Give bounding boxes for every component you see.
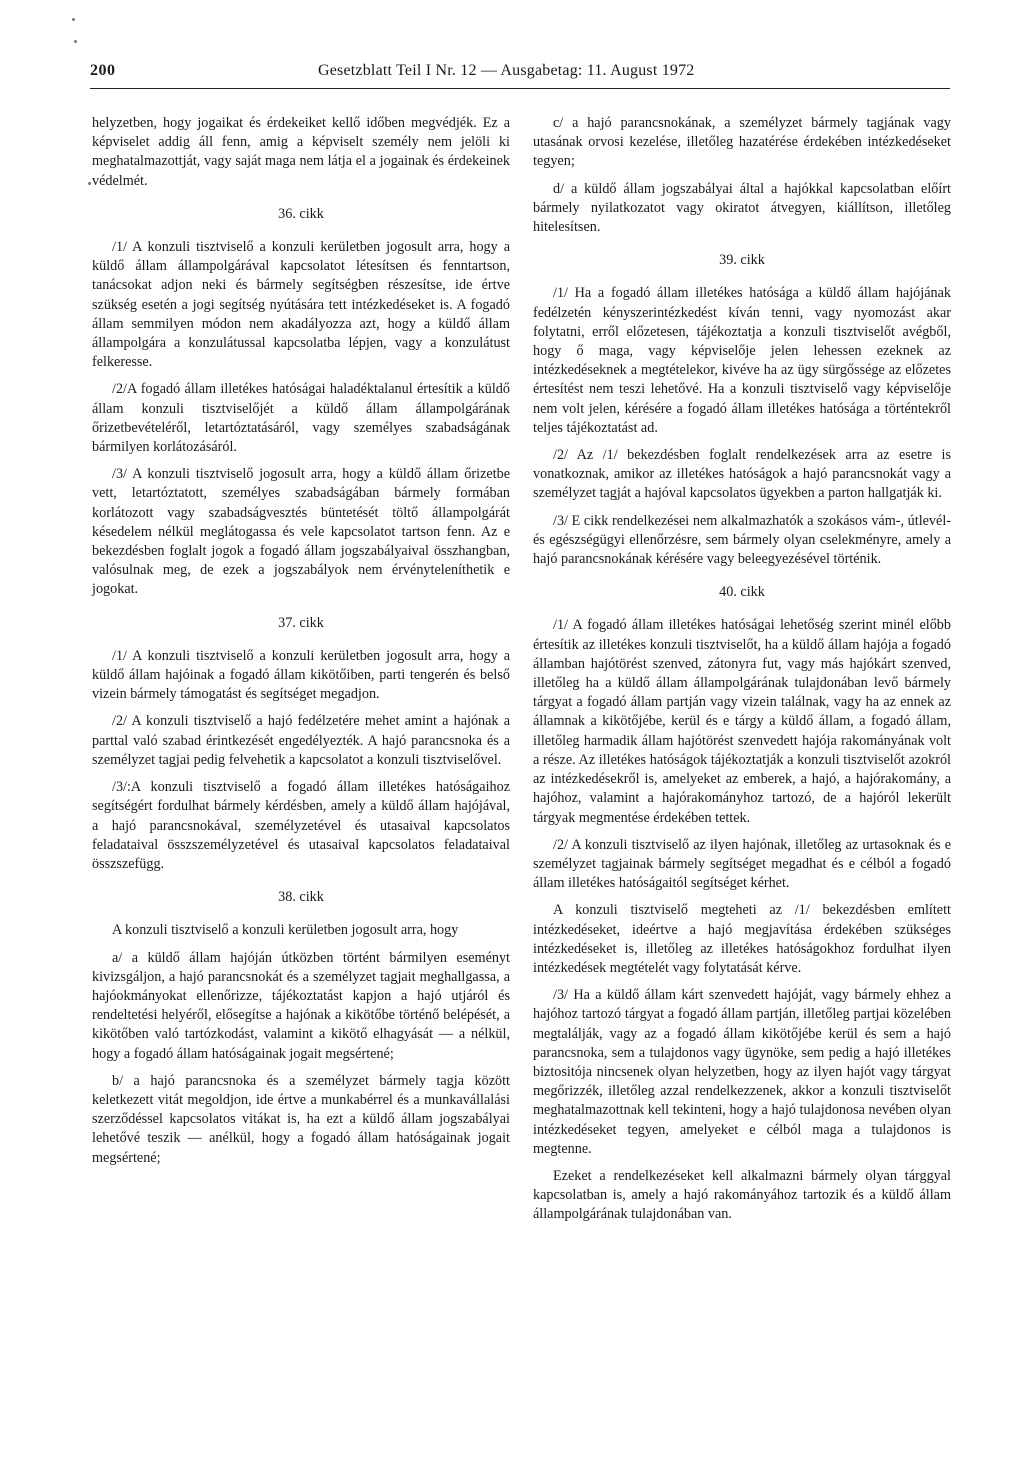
paragraph: d/ a küldő állam jogszabályai által a hajókkal kapcsolatban előírt bármely nyilatkozatot vagy okiratot átvegyen, kiállítson, illetőleg hitelesítsen. bbox=[533, 180, 951, 236]
article-heading: 36. cikk bbox=[278, 205, 324, 222]
paragraph: /1/ Ha a fogadó állam illetékes hatósága a küldő állam hajójának fedélzetén kényszerintézkedést kíván tenni, vagy nyomozást akar folytatni, erről előzetesen, tájékoztatja a konzuli tisztviselőt avégből, hogy ő maga, vagy képviselője jelen lehessen ezeknek az intézkedéseknek a megtételekor, kivéve ha az ügy sürgőssége az előzetes értesítést nem teszi lehetővé. Ha a konzuli tisztviselő vagy képviselője nem volt jelen, kérésére a fogadó állam illetékes hatósága a történtekről teljes tájékoztatást ad. bbox=[533, 285, 951, 436]
paragraph: /3/ E cikk rendelkezései nem alkalmazhatók a szokásos vám-, útlevél- és egészségügyi ellenőrzésre, sem bármely olyan cselekményre, amely a hajó parancsnokának kérésére vagy beleegyezésével történik. bbox=[533, 512, 951, 568]
paragraph: helyzetben, hogy jogaikat és érdekeiket kellő időben megvédjék. Ez a képviselet addig áll fenn, amig a képviselt személy nem jelöli ki meghatalmazottját, vagy saját maga nem látja el a jogainak és érdekeinek védelmét. bbox=[92, 115, 510, 189]
paragraph: a/ a küldő állam hajóján útközben történt bármilyen eseményt kivizsgáljon, a hajó parancsnokát és a személyzet tagjait meghallgassa, a hajóokmányokat ellenőrizze, tájékoztatást kapjon a hajó utjáról és rendeltetési helyéről, elősegítse a hajónak a kikötőbe történő belépését, a kikötőben való tartózkodást, valamint a kikötő elhagyását — a nélkül, hogy a fogadó állam hatóságainak jogait megsértené; bbox=[92, 949, 510, 1062]
paragraph: /2/A fogadó állam illetékes hatóságai haladéktalanul értesítik a küldő állam konzuli tisztviselőjét a küldő állam állampolgárának őrizetbevételéről, letartóztatásáról, vagy személyes szabadságának bármilyen korlátozásáról. bbox=[92, 381, 510, 456]
paragraph: /1/ A konzuli tisztviselő a konzuli kerületben jogosult arra, hogy a küldő állam állampolgárával kapcsolatot létesítsen és fenntartson, tanácsokat adjon neki és bármely segítségben részesítse, ide értve szükség esetén a jogi segítség nyútására tett intézkedéseket is. A fogadó állam semmilyen módon nem akadályozza azt, hogy a küldő állam állampolgára a konzulátussal kapcsolatba lépjen, vagy a konzulátust felkeresse. bbox=[92, 239, 510, 371]
left-column bbox=[92, 114, 510, 1176]
paragraph: A konzuli tisztviselő a konzuli kerületben jogosult arra, hogy bbox=[112, 922, 459, 939]
paragraph: A konzuli tisztviselő megteheti az /1/ bekezdésben említett intézkedéseket, ideértve a hajó megjavítása érdekében szükséges intézkedéseket is, illetőleg az illetékes hatóságokhoz fordulhat ilyen intézkedések megtételét vagy folytatását kérve. bbox=[533, 902, 951, 976]
article-heading: 40. cikk bbox=[719, 584, 765, 601]
paragraph: /2/ Az /1/ bekezdésben foglalt rendelkezések arra az esetre is vonatkoznak, amikor az illetékes hatóságok a hajó parancsnokát vagy a személyzet tagját a hajóval kapcsolatos ügyekben a parton hallgatják ki. bbox=[533, 447, 951, 502]
article-heading: 39. cikk bbox=[719, 252, 765, 269]
paragraph: c/ a hajó parancsnokának, a személyzet bármely tagjának vagy utasának orvosi kezelése, illetőleg hazatérése érdekében intézkedéseket tegyen; bbox=[533, 115, 951, 170]
page-number: 200 bbox=[90, 62, 116, 79]
paragraph: Ezeket a rendelkezéseket kell alkalmazni bármely olyan tárggyal kapcsolatban is, amely a hajó rakományához tartozik és a küldő állam állampolgárának tulajdonában van. bbox=[533, 1167, 951, 1223]
paragraph: /3/ A konzuli tisztviselő jogosult arra, hogy a küldő állam őrizetbe vett, letartóztatott, személyes szabadságában bármely formában korlátozott vagy szabadságvesztés büntetését töltő állampolgárát késedelem nélkül meglátogassa és vele kapcsolatot tartson fenn. Az e bekezdésben foglalt jogok a fogadó állam jogszabályaival összhangban, valósulnak meg, de ezek a jogszabályok nem érvényteleníthetik e jogokat. bbox=[92, 466, 510, 598]
paragraph: /2/ A konzuli tisztviselő a hajó fedélzetére mehet amint a hajónak a parttal való szabad érintkezését engedélyezték. A hajó parancsnoka és a személyzet tagjai pedig felvehetik a kapcsolatot a konzuli tisztviselővel. bbox=[92, 713, 510, 768]
paragraph: /3/ Ha a küldő állam kárt szenvedett hajóját, vagy bármely ehhez a hajóhoz tartozó tárgyat a fogadó állam partján, illetőleg partjai közelében megtalálják, vagy az a fogadó állam kikötőjébe kerül és sem a hajó parancsnoka, sem a tulajdonos vagy ügynöke, sem pedig a hajó illetékes biztositója nincsenek olyan helyzetben, hogy az ilyen hajót vagy tárgyat megőrizzék, illetőleg azzal rendelkezzenek, akkor a konzuli tisztviselőt meghatalmazottnak kell tekinteni, hogy a hajó tulajdonosa nevében olyan intézkedéseket tegyen, amelyeket e célból maga a tulajdonos is megtenne. bbox=[533, 987, 951, 1157]
page-header bbox=[90, 58, 950, 89]
paragraph: b/ a hajó parancsnoka és a személyzet bármely tagja között keletkezett vitát megoldjon, ide értve a munkabérrel és a munkavállalási szerződéssel kapcsolatos vitákat is, ha ezt a küldő állam jogszabályai lehetővé teszik — anélkül, hogy a fogadó állam hatóságainak jogait megsértené; bbox=[92, 1072, 510, 1166]
paragraph: /1/ A fogadó állam illetékes hatóságai lehetőség szerint minél előbb értesítik az illetékes konzuli tisztviselőt, ha a küldő állam hajója a fogadó államban hajótörést szenved, zátonyra fut, vagy más hajókárt szenved, illetőleg ha a küldő állam állampolgárának tulajdonában levő bármely tárgyat a fogadó állam partján vagy vizein találnak, vagy ha az ennek az államnak a kikötőjébe, kerül és e tárgy a küldő állam, a fogadó állam, illetőleg harmadik állam hajótörést szenvedett hajója rakományának volt a része. Az illetékes hatóságok tájékoztatják a konzuli tisztviselőt azokról az intézkedésekről is, amelyeket az emberek, a hajó, a hajórakomány, a hajóhoz, valamint a hajórakományhoz tartozó, de a hajóról lekerült tárgyak megmentése érdekében tettek. bbox=[533, 617, 951, 826]
scan-speck bbox=[74, 40, 77, 43]
scan-speck bbox=[88, 182, 91, 185]
right-column bbox=[533, 114, 951, 1233]
article-heading: 37. cikk bbox=[278, 614, 324, 631]
paragraph: /2/ A konzuli tisztviselő az ilyen hajónak, illetőleg az urtasoknak és e személyzet tagjainak bármely segítséget megadhat és e célból a fogadó állam illetékes hatóságaitól segítséget kérhet. bbox=[533, 836, 951, 892]
paragraph: /3/:A konzuli tisztviselő a fogadó állam illetékes hatóságaihoz segítségért fordulhat bármely kérdésben, amely a küldő állam hajójával, a hajó parancsnokával, személyzetével és utasaival kapcsolatos feladataival összszemélyzetével és utasaival kapcsolatos feladataival összszefügg. bbox=[92, 779, 510, 872]
running-title: Gesetzblatt Teil I Nr. 12 — Ausgabetag: 11. August 1972 bbox=[318, 62, 695, 79]
paragraph: /1/ A konzuli tisztviselő a konzuli kerületben jogosult arra, hogy a küldő állam hajóinak a fogadó állam kikötőiben, parti tengerén és belső vizein bármely támogatást és segítséget megadjon. bbox=[92, 647, 510, 703]
article-heading: 38. cikk bbox=[278, 889, 324, 906]
scan-speck bbox=[72, 18, 75, 21]
